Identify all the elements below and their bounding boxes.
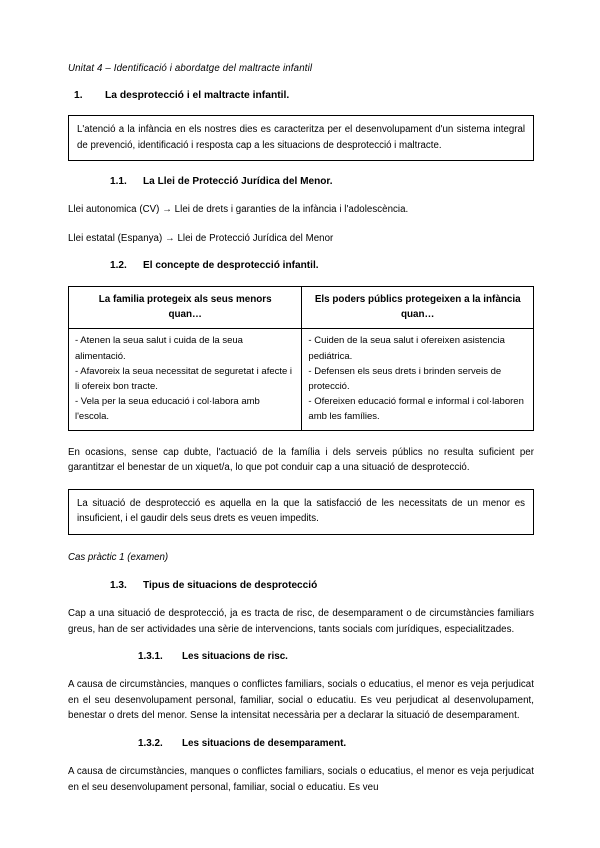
heading-1-3-2 [68,737,534,751]
table-header-public-powers: Els poders públics protegeixen a la infància quan… [302,287,534,329]
table-cell-family-items [69,329,302,430]
document-running-title: Unitat 4 – Identificació i abordatge del maltracte infantil [68,63,313,74]
list-item: - Ofereixen educació formal e informal i col·laboren amb les famílies. [308,396,524,423]
heading-1-3-2-title: Les situacions de desemparament. [182,737,347,749]
law-autonomic-line: Llei autonomica (CV) → Llei de drets i garanties de la infància i l'adolescència. [68,204,409,216]
heading-1-3 [68,579,534,593]
paragraph-occasions: En ocasions, sense cap dubte, l'actuació de la família i dels serveis públics no resulta suficient per garantitzar el benestar de un xiquet/a, lo que pot conduir cap a una situació de desprotecció. [68,446,534,474]
table-header-family: La familia protegeix als seus menors quan… [69,287,302,329]
list-item: - Defensen els seus drets i brinden serveis de protecció. [308,365,502,392]
list-item: - Cuiden de la seua salut i ofereixen asistencia pediátrica. [308,335,505,362]
document-content [68,62,534,795]
heading-1 [68,89,534,103]
table-header-row [69,287,534,329]
heading-1-3-title: Tipus de situacions de desprotecció [143,579,318,591]
heading-1-title: La desprotecció i el maltracte infantil. [105,90,290,101]
table-row [69,329,534,430]
paragraph-abandonment-situations: A causa de circumstàncies, manques o conflictes familiars, socials o educatius, el menor es veja perjudicat en el seu desenvolupament personal, familiar, social o educatiu. Es veu [68,765,534,793]
list-item: - Atenen la seua salut i cuida de la seua alimentació. [75,335,243,362]
heading-1-2-number: 1.2. [110,260,127,272]
heading-1-1-number: 1.1. [110,176,127,188]
callout-box-definition-2: La situació de desprotecció es aquella en la que la satisfacció de les necessitats de un menor es insuficient, i el gaudir dels seus drets es veuen impedits. [68,489,534,535]
law-state-line: Llei estatal (Espanya) → Llei de Protecció Jurídica del Menor [68,232,334,244]
heading-1-3-2-number: 1.3.2. [138,737,163,749]
heading-1-2 [68,259,534,273]
list-item: - Vela per la seua educació i col·labora amb l'escola. [75,396,260,423]
heading-1-number: 1. [74,90,83,101]
protection-comparison-table [68,286,534,430]
heading-1-3-number: 1.3. [110,579,127,591]
paragraph-types-intro: Cap a una situació de desprotecció, ja es tracta de risc, de desemparament o de circumstàncies familiars greus, han de ser actividades una sèrie de intervencions, tants socials com jurídiques, especialitzades. [68,607,534,635]
heading-1-3-1-title: Les situacions de risc. [182,651,288,663]
heading-1-3-1 [68,650,534,664]
heading-1-1 [68,175,534,189]
list-item: - Afavoreix la seua necessitat de seguretat i afecte i li ofereix bon tracte. [75,365,293,392]
table-cell-public-powers-items [302,329,534,430]
callout-box-definition-1: L'atenció a la infància en els nostres dies es caracteritza per el desenvolupament d'un sistema integral de prevenció, identificació i resposta cap a les situacions de desprotecció i maltracte. [68,115,534,161]
heading-1-1-title: La Llei de Protecció Jurídica del Menor. [143,176,333,188]
paragraph-risk-situations: A causa de circumstàncies, manques o conflictes familiars, socials o educatius, el menor es veja perjudicat en el seu desenvolupament personal, familiar, social o educatiu. Es veu perjudicat al desenvolupament, benestar o drets del menor. Sense la intensitat necessària per a declarar la situació de desemparament. [68,679,534,722]
practical-case-note: Cas pràctic 1 (examen) [68,551,169,563]
heading-1-3-1-number: 1.3.1. [138,651,163,663]
heading-1-2-title: El concepte de desprotecció infantil. [143,260,319,272]
